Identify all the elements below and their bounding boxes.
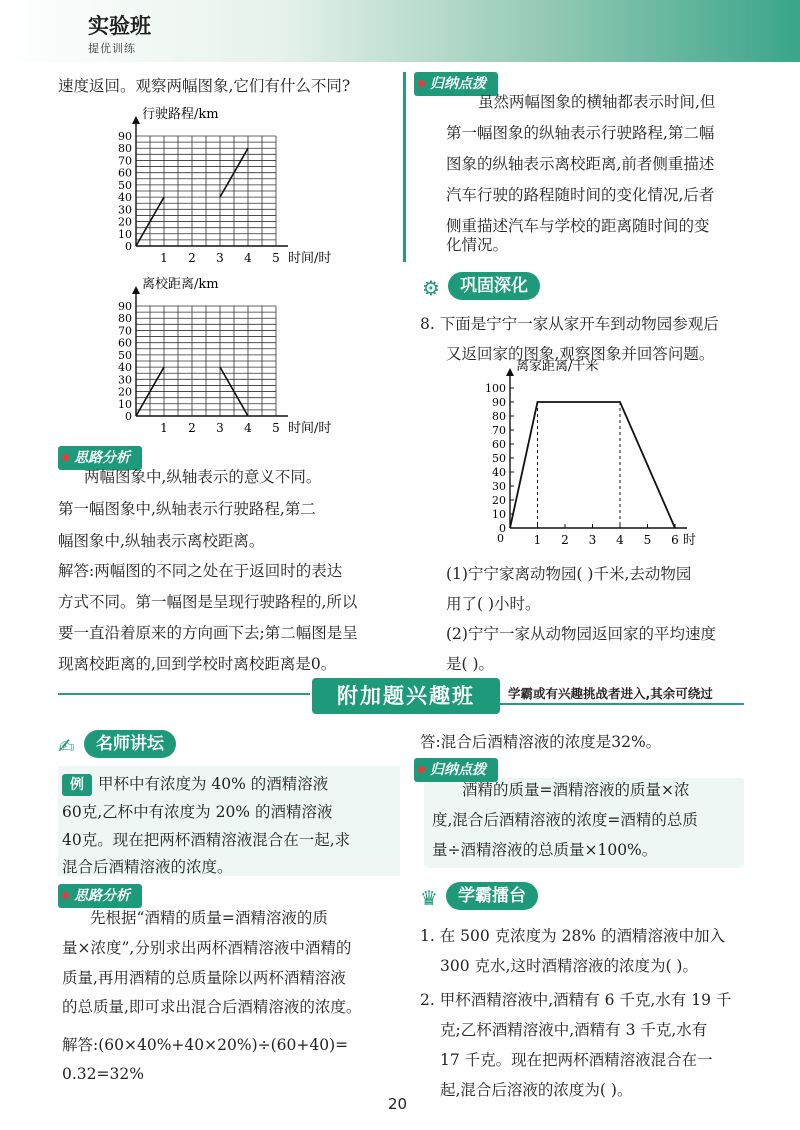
x-axis-label: 时间/时	[288, 251, 332, 266]
analysis2-line-2: 量×浓度”,分别求出两杯酒精溶液中酒精的	[62, 939, 352, 957]
chart-driving-distance	[60, 96, 360, 276]
y-tick-label: 40	[118, 361, 132, 375]
y-tick-label: 10	[118, 227, 132, 241]
x-tick-label: 1	[533, 533, 542, 547]
q8-sub-2: 用了( )小时。	[446, 595, 541, 613]
y-tick-label: 20	[118, 215, 132, 229]
answer-line-3: 要一直沿着原来的方向画下去;第二幅图是呈	[58, 624, 358, 642]
q8-line-2: 又返回家的图象,观察图象并回答问题。	[446, 345, 715, 363]
x-tick-label: 4	[616, 533, 624, 547]
y-tick-label: 70	[118, 324, 132, 338]
y-tick-label: 10	[118, 397, 132, 411]
example-line-4: 混合后酒精溶液的浓度。	[62, 858, 233, 876]
q2-line-3: 17 千克。现在把两杯酒精溶液混合在一	[440, 1051, 713, 1069]
trip-line	[510, 402, 675, 528]
y-tick-label: 50	[118, 178, 132, 192]
summary-line-5: 侧重描述汽车与学校的距离随时间的变	[446, 217, 710, 235]
solution-line-2: 0.32=32%	[62, 1065, 144, 1083]
x-tick-label: 1	[160, 421, 168, 435]
y-tick-label: 40	[492, 466, 506, 479]
q8-sub-3: (2)宁宁一家从动物园返回家的平均速度	[446, 625, 716, 643]
summary-line-4: 汽车行驶的路程随时间的变化情况,后者	[446, 186, 715, 204]
brand-subtitle: 提优训练	[88, 42, 136, 55]
summary-line-2: 第一幅图象的纵轴表示行驶路程,第二幅	[446, 124, 715, 142]
y-tick-label: 90	[118, 130, 132, 143]
y-tick-label: 80	[118, 312, 132, 326]
chart-school-distance	[60, 266, 360, 446]
y-tick-label: 0	[125, 410, 132, 423]
summary-line-1: 虽然两幅图象的横轴都表示时间,但	[478, 93, 716, 111]
section-teacher-forum: 名师讲坛	[84, 730, 176, 758]
x-tick-label: 3	[216, 421, 224, 435]
x-tick-label: 4	[244, 421, 252, 435]
answer-line-2: 方式不同。第一幅图是呈现行驶路程的,所以	[58, 593, 358, 611]
x-tick-label: 3	[588, 533, 597, 547]
chart-home-distance	[470, 360, 740, 560]
q2-line-2: 克;乙杯酒精溶液中,酒精有 3 千克,水有	[440, 1021, 708, 1039]
intro-text: 速度返回。观察两幅图象,它们有什么不同?	[58, 77, 351, 95]
solution-line-1: 解答:(60×40%+40×20%)÷(60+40)=	[62, 1036, 349, 1054]
y-axis-arrow	[506, 368, 514, 376]
y-tick-label: 10	[492, 508, 506, 521]
y-tick-label: 30	[118, 203, 132, 217]
y-tick-label: 60	[118, 336, 132, 350]
analysis2-line-4: 的总质量,即可求出混合后酒精溶液的浓度。	[62, 998, 362, 1016]
analysis-line-2: 第一幅图象中,纵轴表示行驶路程,第二	[58, 500, 316, 518]
y-tick-label: 40	[118, 191, 132, 205]
y-tick-label: 60	[492, 438, 506, 451]
x-tick-label: 2	[561, 533, 569, 547]
banner-rule-left	[58, 693, 310, 695]
x-tick-label: 5	[272, 251, 280, 265]
analysis-tag: 思路分析	[58, 446, 142, 470]
y-axis-label: 行驶路程/km	[142, 107, 219, 122]
summary-tag: 归纳点拨	[414, 72, 498, 96]
y-tick-label: 30	[492, 480, 506, 493]
summary2-line-3: 量÷酒精溶液的总质量×100%。	[432, 841, 658, 859]
y-tick-label: 90	[118, 300, 132, 313]
y-tick-label: 20	[492, 494, 506, 507]
y-tick-label: 60	[118, 166, 132, 180]
y-tick-label: 50	[492, 452, 506, 465]
q1-line-1: 1. 在 500 克浓度为 28% 的酒精溶液中加入	[420, 927, 725, 945]
x-tick-label: 2	[188, 421, 196, 435]
y-axis-arrow	[132, 116, 140, 124]
x-tick-label: 1	[160, 251, 168, 265]
banner-rule-right	[500, 703, 744, 705]
y-tick-label: 80	[492, 410, 506, 423]
example-badge: 例	[62, 774, 92, 796]
y-tick-label: 80	[118, 142, 132, 156]
y-tick-label: 70	[492, 424, 506, 437]
example-answer: 答:混合后酒精溶液的浓度是32%。	[420, 733, 662, 751]
summary-accent-bar	[403, 72, 406, 262]
summary-line-6: 化情况。	[446, 236, 509, 254]
origin-label: 0	[497, 532, 504, 545]
q8-sub-1: (1)宁宁家离动物园( )千米,去动物园	[446, 565, 692, 583]
y-tick-label: 70	[118, 154, 132, 168]
analysis2-line-1: 先根据“酒精的质量=酒精溶液的质	[90, 909, 328, 927]
x-axis-label: 时间/时	[288, 421, 332, 436]
example-line-2: 60克,乙杯中有浓度为 20% 的酒精溶液	[62, 803, 333, 821]
y-tick-label: 100	[485, 382, 506, 395]
analysis2-line-3: 质量,再用酒精的总质量除以两杯酒精溶液	[62, 969, 346, 987]
x-tick-label: 4	[244, 251, 252, 265]
analysis-tag-2: 思路分析	[58, 884, 142, 908]
example-line-3: 40克。现在把两杯酒精溶液混合在一起,求	[62, 831, 351, 849]
q8-sub-4: 是( )。	[446, 655, 495, 673]
answer-line-4: 现离校距离的,回到学校时离校距离是0。	[58, 655, 337, 673]
example-line-1: 例 甲杯中有浓度为 40% 的酒精溶液	[62, 768, 328, 800]
x-axis-label: 时	[683, 533, 697, 548]
runner-icon: ♛	[420, 886, 438, 910]
y-tick-label: 0	[499, 522, 506, 535]
x-tick-label: 5	[272, 421, 280, 435]
x-tick-label: 3	[216, 251, 224, 265]
y-tick-label: 30	[118, 373, 132, 387]
q2-line-1: 2. 甲杯酒精溶液中,酒精有 6 千克,水有 19 千	[420, 991, 732, 1009]
banner-title: 附加题兴趣班	[312, 678, 500, 714]
y-tick-label: 0	[125, 240, 132, 253]
analysis-line-1: 两幅图象中,纵轴表示的意义不同。	[84, 468, 322, 486]
y-axis-label: 离校距离/km	[142, 277, 219, 292]
y-axis-arrow	[132, 286, 140, 294]
y-axis-label: 离家距离/千米	[516, 360, 599, 374]
section-consolidate: 巩固深化	[448, 272, 540, 300]
summary2-line-2: 度,混合后酒精溶液的浓度=酒精的总质	[432, 811, 698, 829]
banner-note: 学霸或有兴趣挑战者进入,其余可绕过	[508, 686, 713, 701]
summary2-line-1: 酒精的质量=酒精溶液的质量×浓	[462, 781, 690, 799]
y-tick-label: 50	[118, 348, 132, 362]
x-tick-label: 6	[671, 533, 679, 547]
summary-tag-2: 归纳点拨	[414, 758, 498, 782]
y-tick-label: 20	[118, 385, 132, 399]
x-tick-label: 5	[643, 533, 652, 547]
q1-line-2: 300 克水,这时酒精溶液的浓度为( )。	[440, 957, 698, 975]
x-tick-label: 2	[188, 251, 196, 265]
q2-line-4: 起,混合后溶液的浓度为( )。	[440, 1081, 633, 1099]
section-champion-arena: 学霸擂台	[446, 882, 538, 910]
page-number: 20	[388, 1095, 408, 1113]
brand-title: 实验班	[88, 14, 151, 38]
q8-line-1: 8. 下面是宁宁一家从家开车到动物园参观后	[420, 315, 719, 333]
y-tick-label: 90	[492, 396, 506, 409]
summary-line-3: 图象的纵轴表示离校距离,前者侧重描述	[446, 155, 715, 173]
analysis-line-3: 幅图象中,纵轴表示离校距离。	[58, 532, 265, 550]
robot-icon: ⚙	[422, 276, 440, 300]
answer-line-1: 解答:两幅图的不同之处在于返回时的表达	[58, 562, 343, 580]
teacher-icon: ✍	[58, 734, 75, 758]
